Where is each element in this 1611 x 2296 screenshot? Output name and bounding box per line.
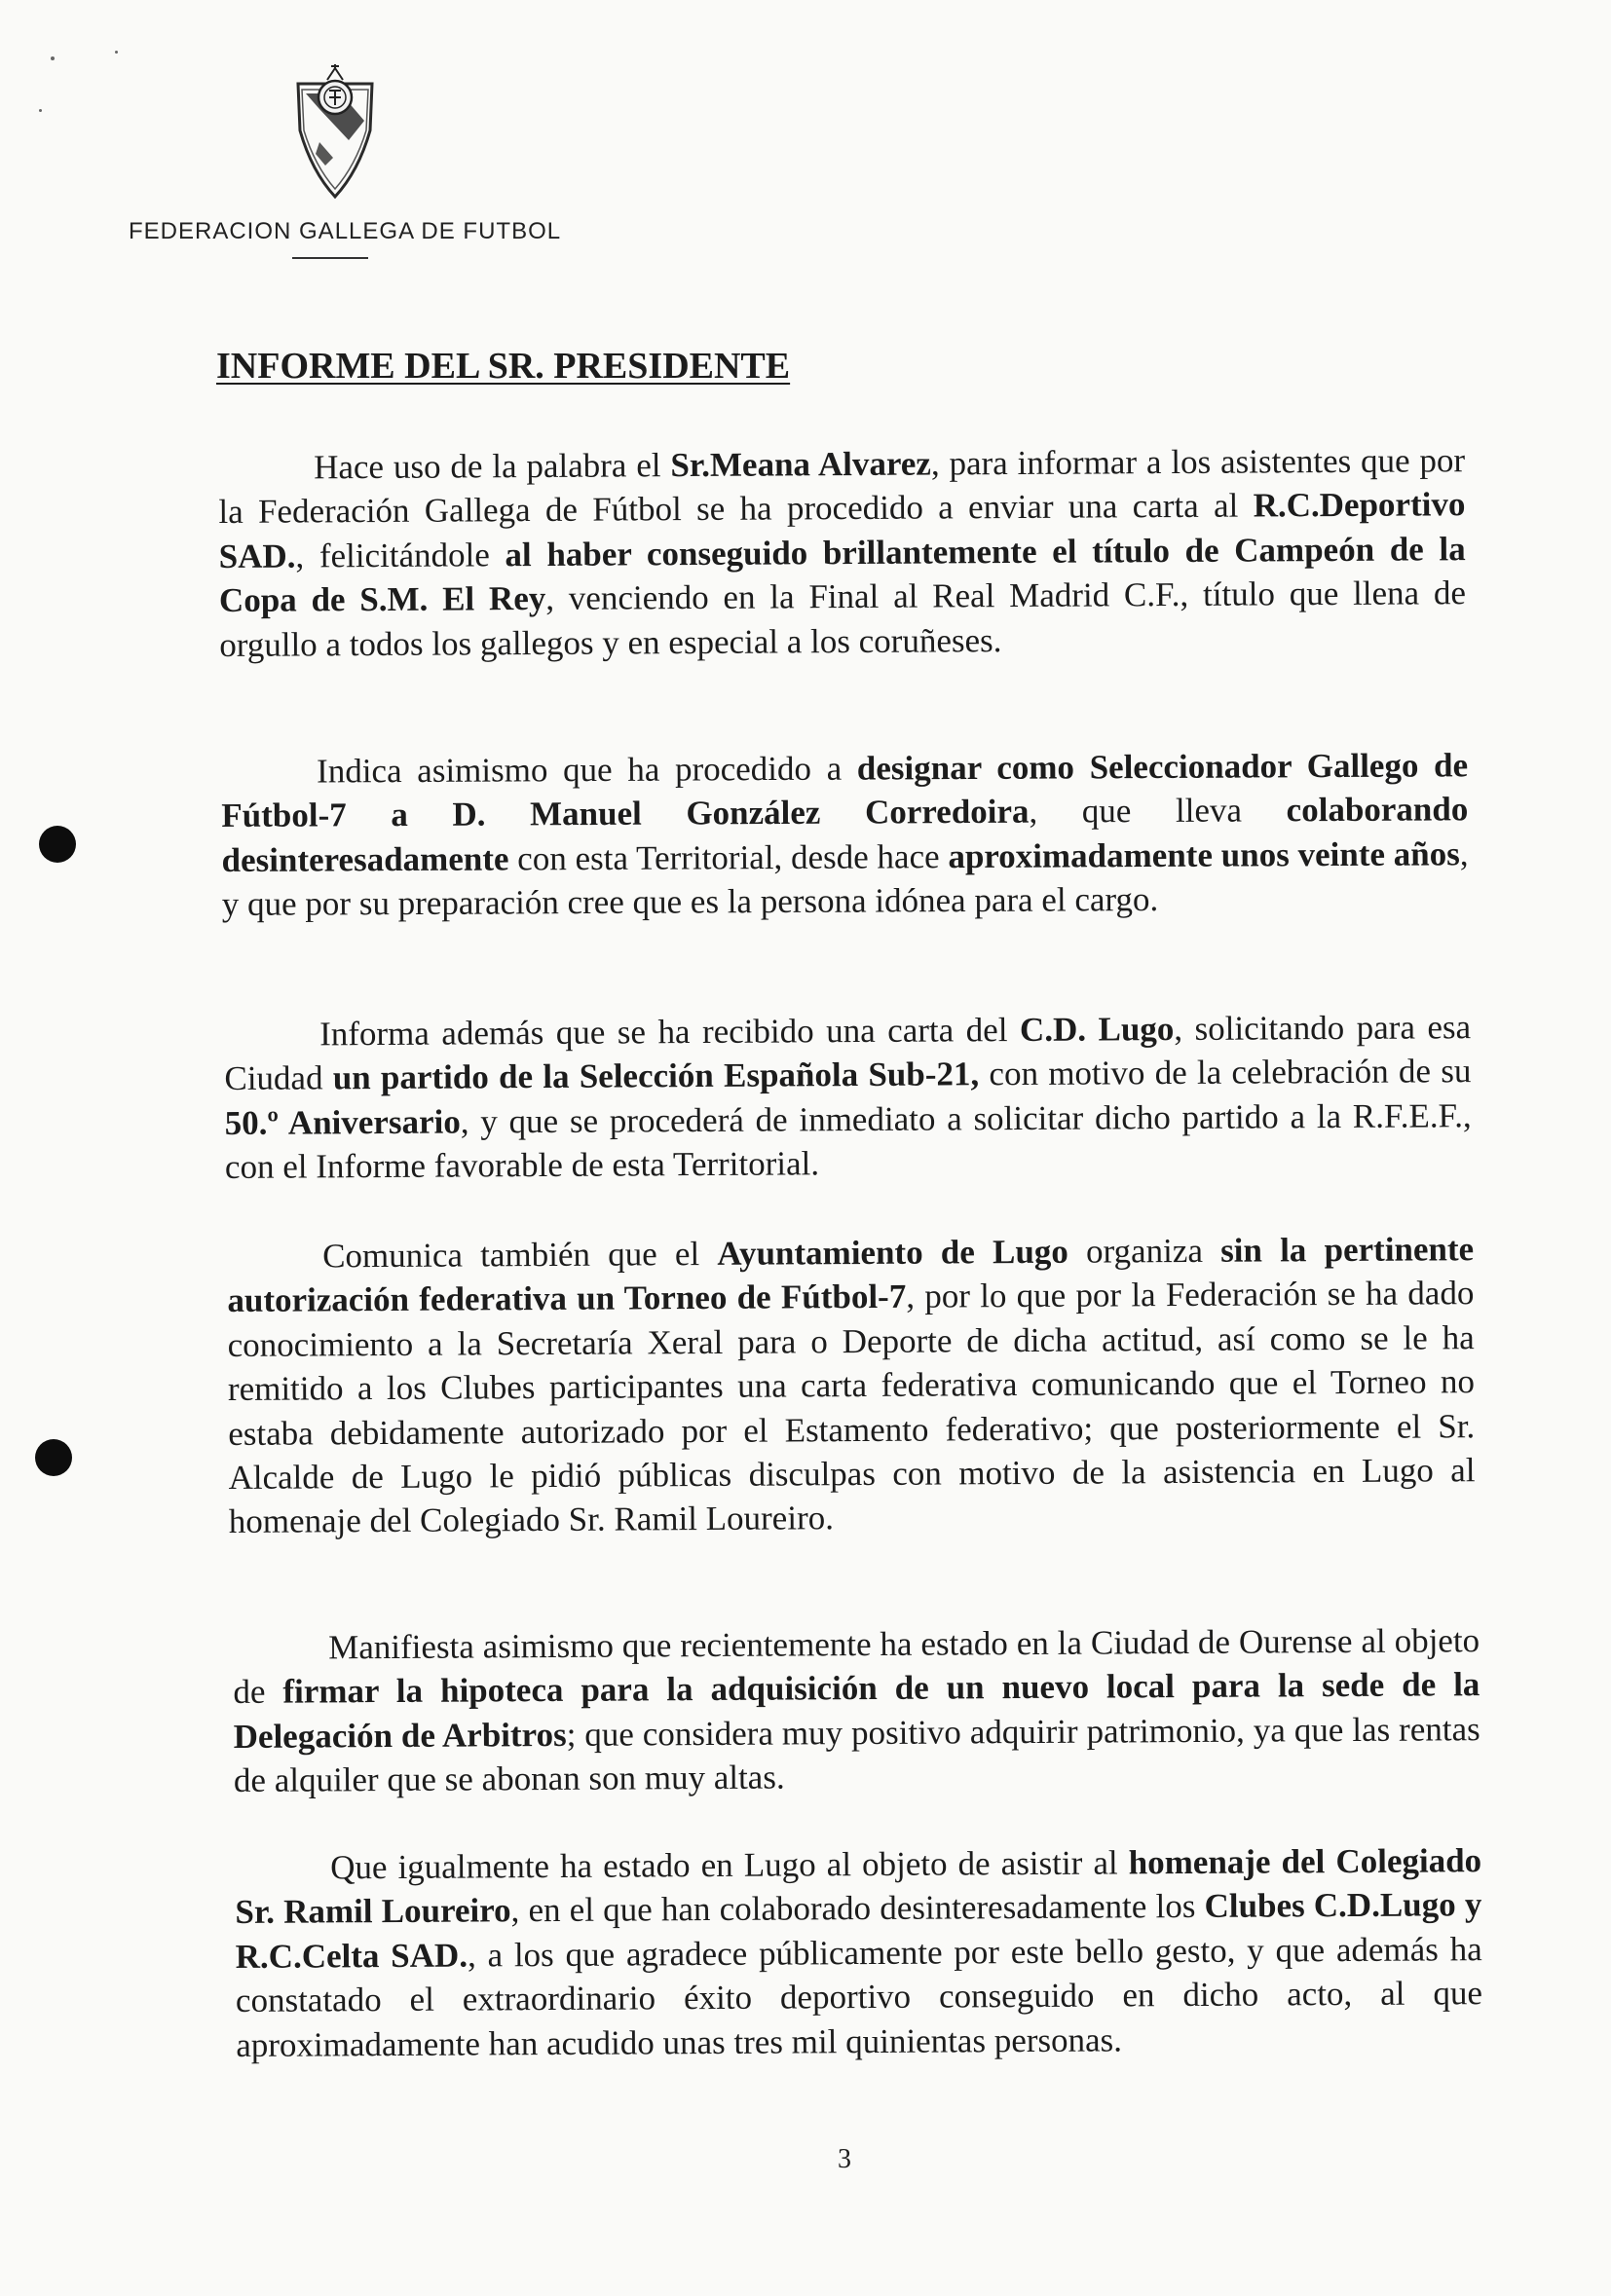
text-run: ; que considera muy positivo adquirir patrimonio, ya que las rentas de alquiler que se abonan son muy altas. — [233, 1709, 1480, 1800]
text-run: , que lleva — [1029, 791, 1287, 832]
bold-text-run: firmar la hipoteca para la adquisición de un nuevo local para la sede de la Delegación de Arbitros — [233, 1665, 1480, 1756]
paragraph-cd-lugo — [224, 1005, 1472, 1189]
scan-speck — [115, 51, 118, 54]
report-title: INFORME DEL SR. PRESIDENTE — [216, 346, 791, 387]
punch-hole — [35, 1439, 72, 1476]
text-run: con esta Territorial, desde hace — [508, 836, 949, 878]
text-run: , felicitándole — [295, 536, 506, 575]
bold-text-run: aproximadamente unos veinte años — [948, 834, 1460, 875]
organization-underline — [292, 257, 368, 259]
scan-speck — [39, 109, 42, 112]
bold-text-run: un partido de la Selección Española Sub-21, — [332, 1055, 980, 1097]
bold-text-run: designar como Seleccionador Gallego de Fútbol-7 a D. Manuel González Corredoira — [221, 746, 1469, 835]
text-run: Manifiesta asimismo que recientemente ha estado en la Ciudad de Ourense al objeto de — [233, 1621, 1480, 1712]
text-run: , a los que agradece públicamente por este bello gesto, y que además ha constatado el extraordinario éxito deportivo conseguido en dicho acto, al que aproximadamente han acudido unas tres mil quinientas personas. — [235, 1929, 1483, 2064]
paragraph-ayuntamiento — [227, 1227, 1476, 1544]
bold-text-run: C.D. Lugo — [1019, 1010, 1175, 1050]
text-run: , solicitando para esa Ciudad — [224, 1008, 1472, 1098]
text-run: , por lo que por la Federación se ha dado conocimiento a la Secretaría Xeral para o Deporte de dicha actitud, así como se le ha remitido a los Clubes participantes una carta federativa comunicando que el Torneo no estaba debidamente autorizado por el Estamento federativo; que posteriormente el Sr. Alcalde de Lugo le pidió públicas disculpas con motivo de la asistencia en Lugo al homenaje del Colegiado Sr. Ramil Loureiro. — [227, 1274, 1476, 1541]
bold-text-run: colaborando desinteresadamente — [221, 790, 1469, 879]
text-run: , y que por su preparación cree que es la persona idónea para el cargo. — [221, 834, 1469, 924]
text-run: , y que se procederá de inmediato a solicitar dicho partido a la R.F.E.F., con el Informe favorable de esta Territorial. — [224, 1095, 1472, 1187]
paragraph-homenaje — [235, 1838, 1482, 2067]
bold-text-run: 50.º Aniversario — [224, 1102, 461, 1142]
bold-text-run: Ayuntamiento de Lugo — [717, 1232, 1068, 1273]
text-run: Que igualmente ha estado en Lugo al objeto de asistir al — [330, 1843, 1129, 1887]
text-run: con motivo de la celebración de su — [979, 1052, 1472, 1093]
text-run: Indica asimismo que ha procedido a — [317, 749, 857, 791]
bold-text-run: Sr.Meana Alvarez — [670, 444, 931, 485]
paragraph-seleccionador — [221, 743, 1469, 926]
bold-text-run: homenaje del Colegiado Sr. Ramil Loureiro — [235, 1841, 1482, 1932]
text-run: Hace uso de la palabra el — [314, 446, 671, 487]
bold-text-run: sin la pertinente autorización federativa un Torneo de Fútbol-7 — [227, 1230, 1475, 1320]
federation-crest-icon — [290, 64, 380, 201]
text-run: , venciendo en la Final al Real Madrid C.F., título que llena de orgullo a todos los gallegos y en especial a los coruñeses. — [219, 574, 1467, 664]
text-run: , en el que han colaborado desinteresadamente los — [510, 1887, 1205, 1930]
paragraph-ourense — [233, 1618, 1480, 1802]
text-run: organiza — [1068, 1231, 1221, 1271]
organization-name: FEDERACION GALLEGA DE FUTBOL — [129, 218, 562, 244]
text-run: Comunica también que el — [322, 1234, 718, 1276]
page-number: 3 — [838, 2144, 851, 2174]
text-run: , para informar a los asistentes que por la Federación Gallega de Fútbol se ha procedido a enviar una carta al — [218, 441, 1466, 532]
bold-text-run: al haber conseguido brillantemente el título de Campeón de la Copa de S.M. El Rey — [218, 529, 1466, 620]
paragraph-congratulations — [218, 438, 1466, 667]
bold-text-run: R.C.Deportivo SAD. — [218, 485, 1466, 575]
punch-hole — [39, 826, 76, 863]
bold-text-run: Clubes C.D.Lugo y R.C.Celta SAD. — [235, 1885, 1482, 1976]
text-run: Informa además que se ha recibido una carta del — [319, 1011, 1021, 1054]
scan-speck — [51, 56, 55, 60]
